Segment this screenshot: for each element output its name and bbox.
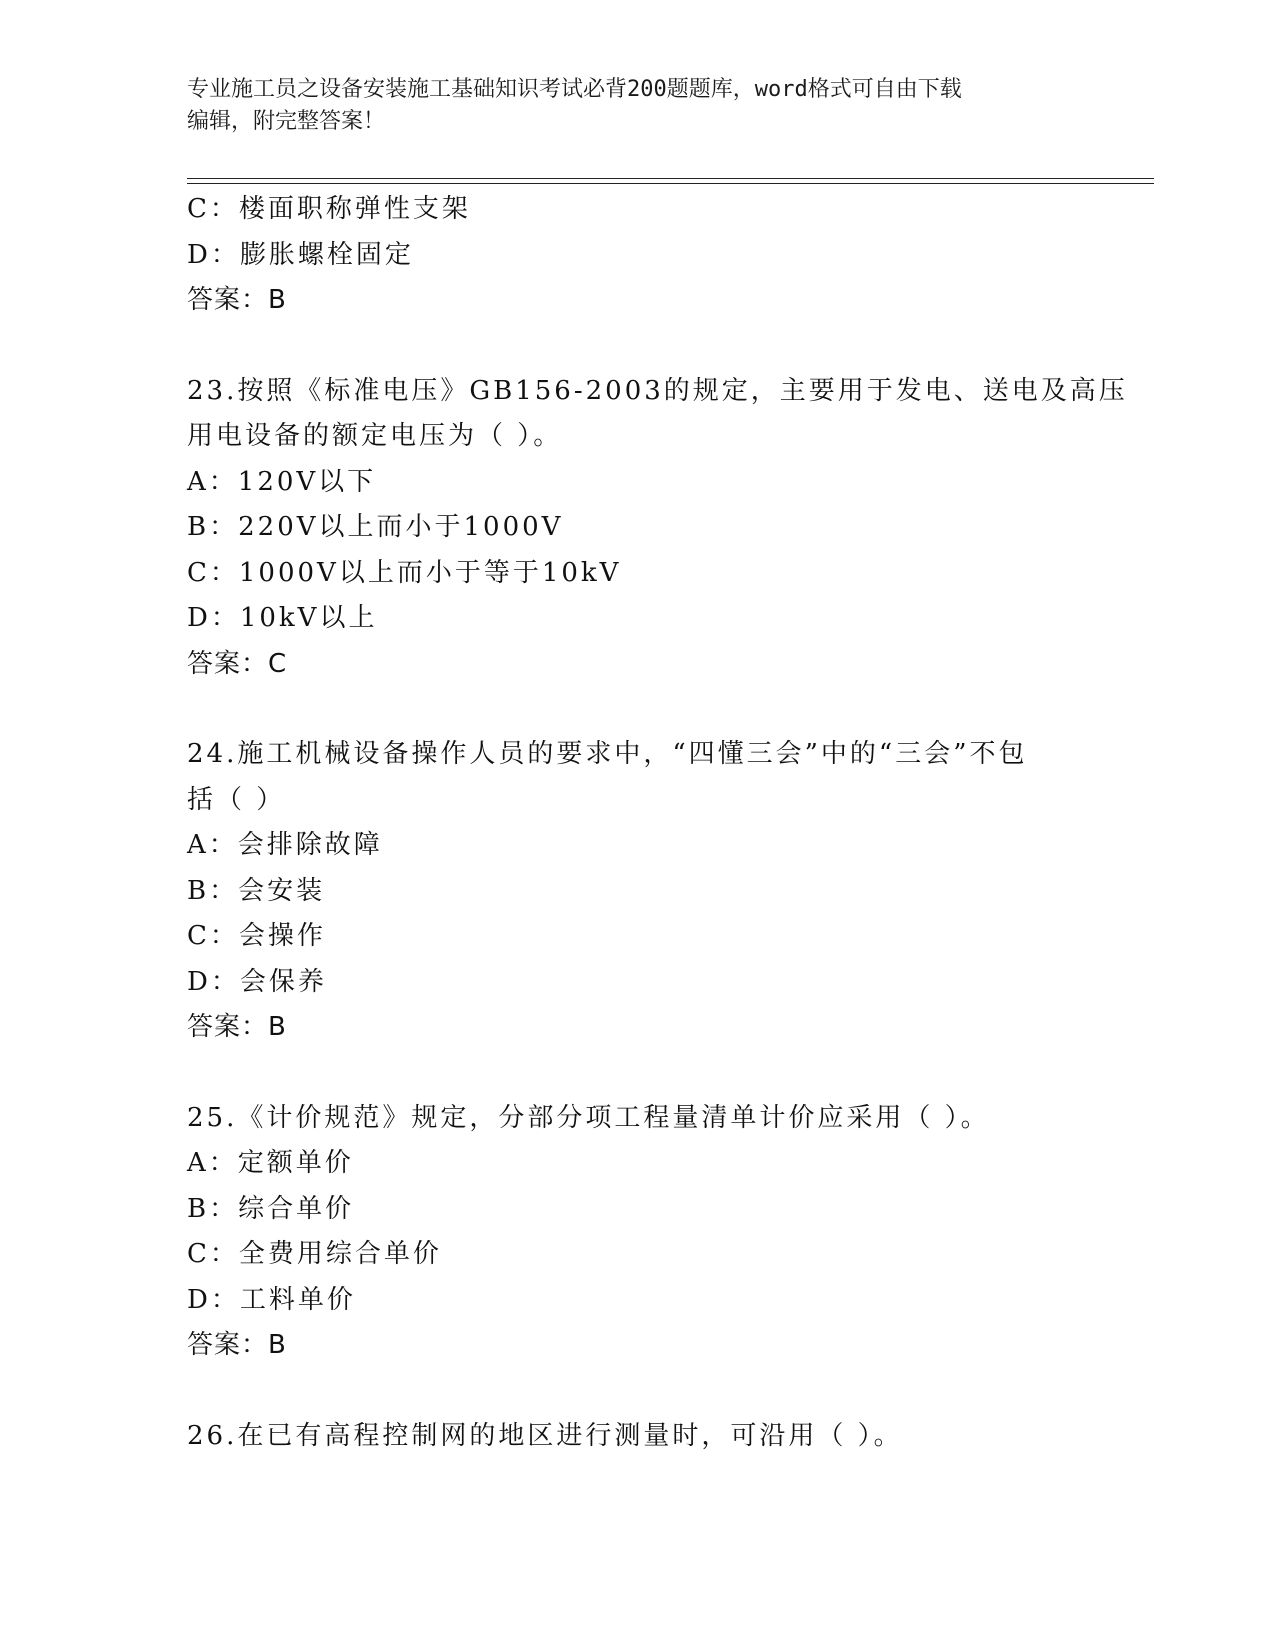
question-spacer <box>187 1051 1087 1096</box>
question-stem-line-2: 用电设备的额定电压为（ ）。 <box>187 421 563 451</box>
question-23 <box>187 369 1128 688</box>
question-spacer <box>187 687 1087 732</box>
question-stem-line-1: 23.按照《标准电压》GB156-2003的规定，主要用于发电、送电及高压 <box>187 375 1128 406</box>
answer: 答案：B <box>187 285 287 315</box>
option-c: C：会操作 <box>187 921 326 951</box>
option-b: B：会安装 <box>187 875 326 906</box>
option-b: B：220V以上而小于1000V <box>187 512 564 542</box>
question-stem-line-2: 括（ ） <box>187 784 286 815</box>
document-header <box>187 74 1067 138</box>
question-stem-line-1: 26.在已有高程控制网的地区进行测量时，可沿用（ ）。 <box>187 1420 903 1451</box>
option-a: A：120V以下 <box>187 466 377 497</box>
question-25 <box>187 1096 1087 1369</box>
question-list <box>187 187 1128 1459</box>
header-divider-bottom <box>187 183 1154 184</box>
header-title-line-2: 编辑，附完整答案！ <box>187 109 386 134</box>
option-c: C：楼面职称弹性支架 <box>187 194 471 224</box>
answer: 答案：B <box>187 1330 287 1360</box>
option-d: D：工料单价 <box>187 1284 356 1315</box>
answer: 答案：C <box>187 648 288 679</box>
question-stem-line-1: 25.《计价规范》规定，分部分项工程量清单计价应采用（ ）。 <box>187 1102 990 1133</box>
answer: 答案：B <box>187 1012 287 1042</box>
question-26 <box>187 1414 1087 1460</box>
header-title-line-1: 专业施工员之设备安装施工基础知识考试必背200题题库，word格式可自由下载 <box>187 77 962 102</box>
option-c: C：全费用综合单价 <box>187 1239 442 1269</box>
question-spacer <box>187 1369 1087 1414</box>
option-b: B：综合单价 <box>187 1193 355 1224</box>
option-d: D：10kV以上 <box>187 603 378 633</box>
option-a: A：定额单价 <box>187 1148 354 1178</box>
option-d: D：会保养 <box>187 966 327 997</box>
question-spacer <box>187 324 1087 369</box>
question-stem-line-1: 24.施工机械设备操作人员的要求中，“四懂三会”中的“三会”不包 <box>187 739 1028 769</box>
question-22-tail <box>187 187 1087 324</box>
header-divider-top <box>187 178 1154 179</box>
option-a: A：会排除故障 <box>187 830 383 860</box>
option-d: D：膨胀螺栓固定 <box>187 239 414 270</box>
question-24 <box>187 732 1087 1051</box>
option-c: C：1000V以上而小于等于10kV <box>187 557 622 588</box>
